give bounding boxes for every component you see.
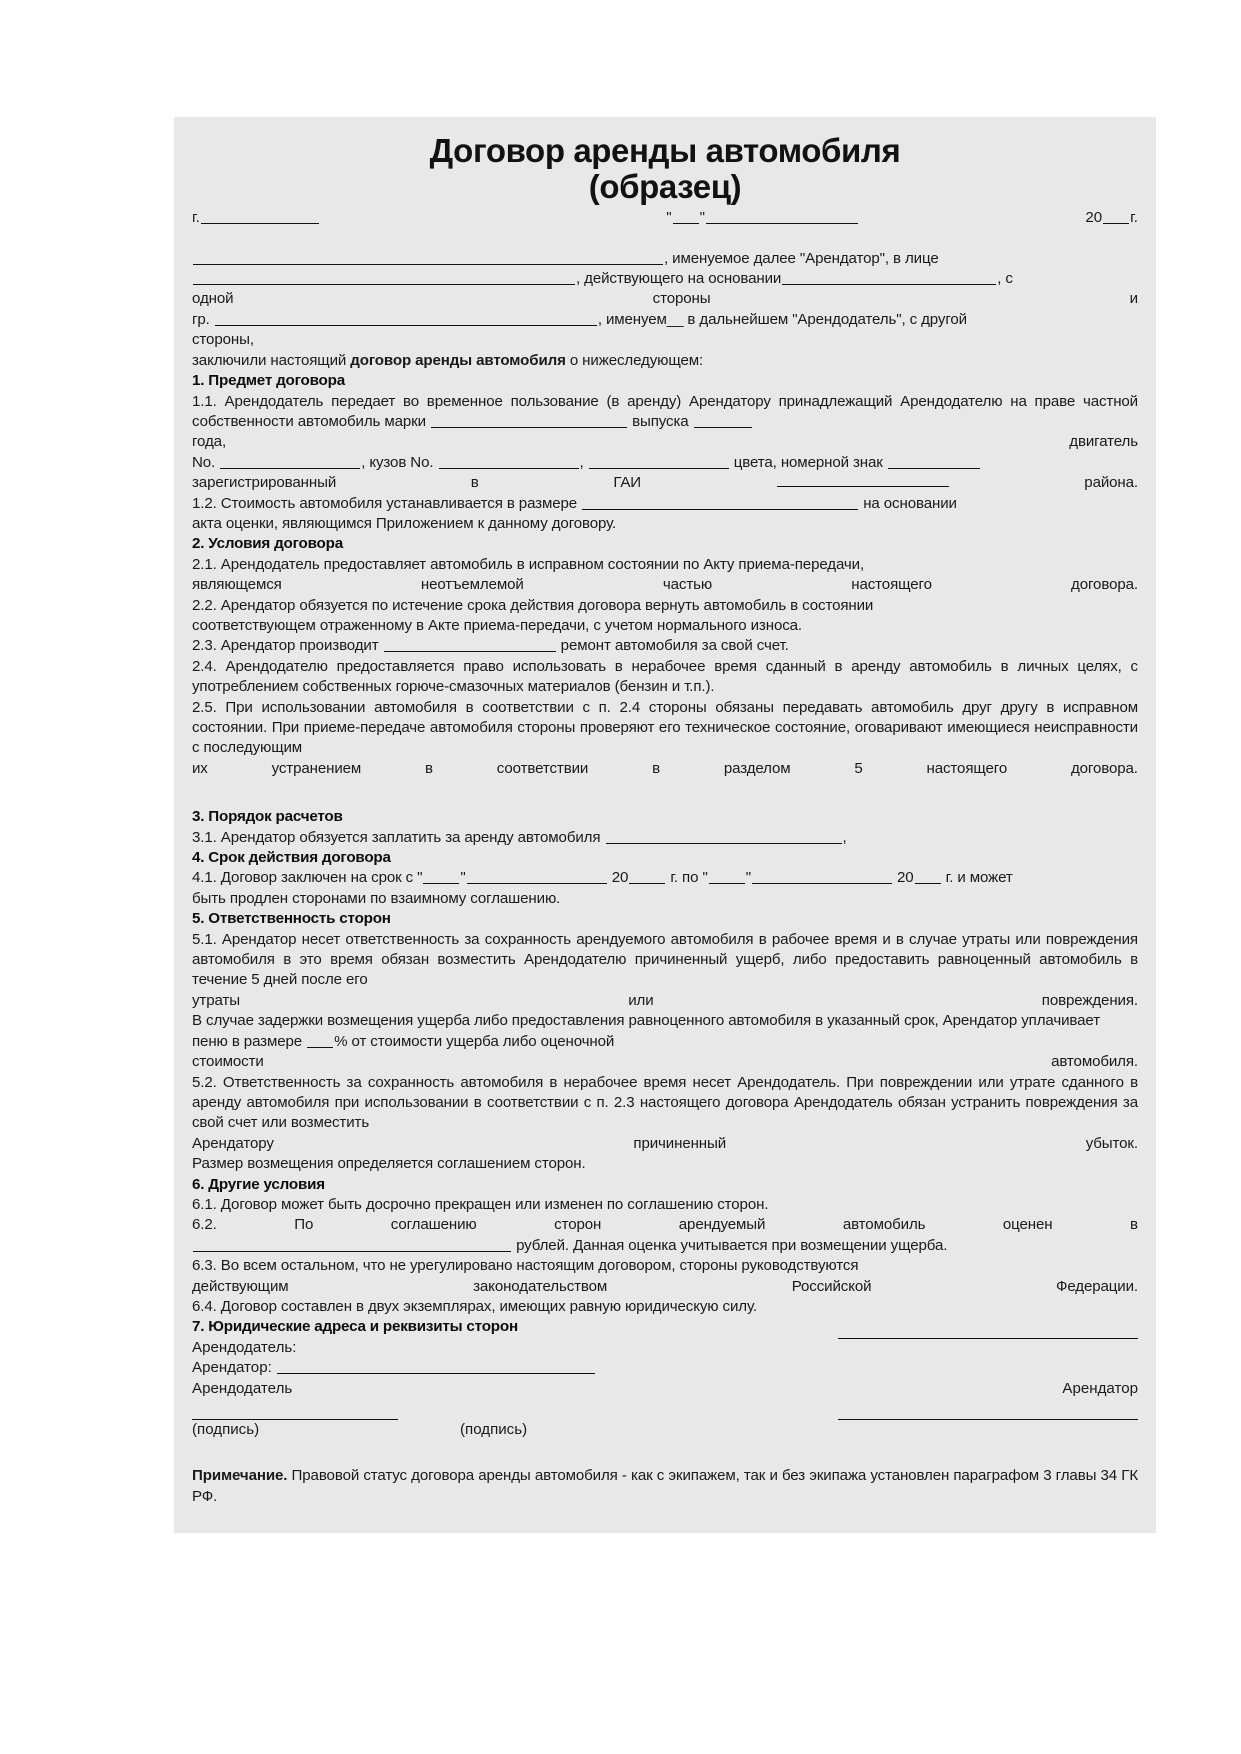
c25-w2: устранением (271, 759, 362, 777)
clause-6-3-line2 (192, 1277, 1138, 1297)
podpis-label-right: (подпись) (460, 1421, 528, 1438)
end-month-blank (752, 870, 892, 884)
clause-6-4: 6.4. Договор составлен в двух экземплярах, имеющих равную юридическую силу. (192, 1297, 757, 1315)
rent-amount-blank (606, 830, 842, 844)
c62-w5: арендуемый (678, 1216, 766, 1234)
clause-3-1: 3.1. Арендатор обязуется заплатить за аренду автомобиля , (192, 828, 847, 846)
clause-1-1-line3: No. , кузов No. , цвета, номерной знак (192, 453, 1138, 473)
c51-w2: или (628, 991, 654, 1009)
clause-6-2 (192, 1215, 1138, 1235)
page-title (192, 133, 1138, 204)
clause-1-1-dvigatel: двигатель (1069, 433, 1138, 451)
arendodatel-requisites-label: Арендодатель: (192, 1338, 297, 1356)
color-blank (589, 455, 729, 469)
clause-4-1-line2: быть продлен сторонами по взаимному соглашению. (192, 889, 561, 907)
page-title-line1: Договор аренды автомобиля (429, 132, 901, 169)
c21-w5: договора. (1071, 576, 1138, 594)
section-6-heading: 6. Другие условия (192, 1175, 325, 1193)
c52-w3: убыток. (1085, 1134, 1138, 1152)
c63-w3: Российской (791, 1277, 872, 1295)
section-7-heading: 7. Юридические адреса и реквизиты сторон (192, 1318, 518, 1336)
date-field: " " (666, 208, 859, 228)
section-1-heading: 1. Предмет договора (192, 372, 345, 390)
signatory-names-row (192, 1379, 1138, 1399)
clause-5-1-line4 (192, 1052, 1138, 1072)
c62-w3: соглашению (390, 1216, 477, 1234)
valuation-amount-blank (193, 1238, 511, 1252)
city-blank (201, 210, 319, 224)
c52-w2: причиненный (633, 1134, 727, 1152)
footer-note (192, 1466, 1138, 1507)
clause-5-1-line3: В случае задержки возмещения ущерба либо предоставления равноценного автомобиля в указанный срок, Арендатор уплачивает пеню в размере % от стоимости ущерба либо оценочной (192, 1012, 1100, 1050)
c25-w5: в (652, 759, 660, 777)
year-blank (1103, 210, 1129, 224)
day-blank (673, 210, 699, 224)
preamble-i: и (1129, 290, 1138, 308)
engine-no-blank (220, 455, 360, 469)
clause-2-2: 2.2. Арендатор обязуется по истечение срока действия договора вернуть автомобиль в состоянии (192, 596, 874, 614)
clause-1-1-goda: года, (192, 433, 227, 451)
start-month-blank (467, 870, 607, 884)
c25-w8: настоящего (926, 759, 1008, 777)
arendator-name-blank (193, 251, 663, 265)
c25-w4: соответствии (496, 759, 589, 777)
note-text: Правовой статус договора аренды автомобиля - как с экипажем, так и без экипажа установлен параграфом 3 главы 34 ГК РФ. (192, 1467, 1138, 1505)
gai-district-blank (777, 473, 949, 487)
document-page (174, 117, 1156, 1533)
repair-type-blank (384, 638, 556, 652)
body-no-blank (439, 455, 579, 469)
clause-5-1-line2 (192, 991, 1138, 1011)
start-day-blank (423, 870, 459, 884)
arendator-requisites-field: Арендатор: (192, 1358, 596, 1378)
end-year-blank (915, 870, 941, 884)
preamble-line-1: , именуемое далее "Арендатор", в лице (192, 249, 1138, 269)
arendator-person-blank (193, 271, 575, 285)
c21-w1: являющемся (192, 576, 282, 594)
spacer-after-date (192, 229, 1138, 249)
contract-name-bold: договор аренды автомобиля (350, 351, 566, 369)
penalty-percent-blank (307, 1034, 333, 1048)
clause-1-1: 1.1. Арендодатель передает во временное пользование (в аренду) Арендатору принадлежащий Арендодателю на праве частной собственности автомобиль марки выпуска (192, 392, 1138, 430)
c62-w2: По (294, 1216, 314, 1234)
clause-1-1-line2 (192, 432, 1138, 452)
clause-2-2-line2: соответствующем отраженному в Акте приема-передачи, с учетом нормального износа. (192, 616, 802, 634)
c62-w1: 6.2. (192, 1216, 217, 1234)
podpis-label-left: (подпись) (192, 1421, 260, 1438)
clause-2-1-line2 (192, 575, 1138, 595)
preamble-odnoy: одной (192, 290, 234, 308)
registered-word: зарегистрированный (192, 474, 337, 492)
clause-2-3: 2.3. Арендатор производит ремонт автомобиля за свой счет. (192, 637, 789, 655)
plate-blank (888, 455, 980, 469)
section-5-heading: 5. Ответственность сторон (192, 910, 391, 928)
clause-5-2: 5.2. Ответственность за сохранность автомобиля в нерабочее время несет Арендодатель. При повреждении или утрате сданного в аренду автомобиля при использовании в соответствии с п. 2.3 настоящего договора Арендодатель обязан устранить повреждения за свой счет или возместить (192, 1073, 1138, 1132)
year-field: 20 г. (1085, 209, 1138, 227)
requisites-spacer (838, 1358, 1138, 1378)
c25-w1: их (192, 759, 208, 777)
clause-5-1: 5.1. Арендатор несет ответственность за сохранность арендуемого автомобиля в рабочее время и в случае утраты или повреждения автомобиля в это время обязан возместить Арендодателю причиненный ущерб, либо предоставить равноценный автомобиль в течение 5 дней после его (192, 930, 1138, 989)
clause-2-5-line2 (192, 759, 1138, 779)
preamble-line-6: заключили настоящий договор аренды автомобиля о нижеследующем: (192, 351, 704, 369)
arendodatel-name-blank (215, 312, 597, 326)
osnovanie-blank (782, 271, 996, 285)
c51-w1: утраты (192, 991, 240, 1009)
spacer-before-signature-rules (192, 1399, 1138, 1419)
podpis-labels-row (192, 1420, 1138, 1440)
c21-w2: неотъемлемой (420, 576, 524, 594)
c63-w2: законодательством (473, 1277, 608, 1295)
c25-w3: в (425, 759, 433, 777)
c51b-w1: стоимости (192, 1053, 264, 1071)
car-brand-blank (431, 414, 627, 428)
month-blank (706, 210, 858, 224)
city-field: г. (192, 208, 320, 228)
c51b-w2: автомобиля. (1051, 1053, 1138, 1071)
clause-6-1: 6.1. Договор может быть досрочно прекращен или изменен по соглашению сторон. (192, 1195, 769, 1213)
c63-w4: Федерации. (1055, 1277, 1138, 1295)
car-year-blank (694, 414, 752, 428)
c25-w9: договора. (1070, 759, 1138, 777)
clause-2-1: 2.1. Арендодатель предоставляет автомобиль в исправном состоянии по Акту приема-передачи, (192, 555, 865, 573)
signature-rule-right (838, 1419, 1138, 1420)
arendator-requisites-row (192, 1358, 1138, 1378)
car-price-blank (582, 496, 858, 510)
clause-1-2: 1.2. Стоимость автомобиля устанавливается в размере на основании (192, 494, 957, 512)
arendator-requisites-blank (277, 1360, 595, 1374)
c25-w7: 5 (854, 759, 863, 777)
registered-gai: ГАИ (613, 474, 642, 492)
signature-block (192, 1338, 1138, 1441)
clause-5-2-line3: Размер возмещения определяется соглашением сторон. (192, 1155, 586, 1173)
c62-w6: автомобиль (842, 1216, 926, 1234)
clause-1-1-line4 (192, 473, 1138, 493)
start-year-blank (629, 870, 665, 884)
arendodatel-requisites-rule (838, 1338, 1138, 1339)
clause-6-3: 6.3. Во всем остальном, что не урегулировано настоящим договором, стороны руководствуются (192, 1257, 859, 1275)
registered-v: в (470, 474, 479, 492)
clause-4-1: 4.1. Договор заключен на срок с " " 20 г. по " " 20 г. и может (192, 869, 1013, 887)
preamble-line-4: гр. , именуем__ в дальнейшем "Арендодатель", с другой (192, 310, 967, 328)
signatory-arendodatel: Арендодатель (192, 1379, 293, 1397)
clause-2-5: 2.5. При использовании автомобиля в соответствии с п. 2.4 стороны обязаны передавать автомобиль друг другу в исправном состоянии. При приеме-передаче автомобиля стороны проверяют его техническое состояние, оговаривают имеющиеся неисправности с последующим (192, 698, 1138, 757)
clause-2-4: 2.4. Арендодателю предоставляется право использовать в нерабочее время сданный в аренду автомобиль в личных целях, с употреблением собственных горюче-смазочных материалов (бензин и т.п.). (192, 657, 1138, 696)
c21-w3: частью (662, 576, 713, 594)
note-label: Примечание. (192, 1467, 288, 1485)
clause-1-2-line2: акта оценки, являющимся Приложением к данному договору. (192, 514, 617, 532)
c62-w4: сторон (554, 1216, 602, 1234)
section-3-heading: 3. Порядок расчетов (192, 808, 343, 826)
section-4-heading: 4. Срок действия договора (192, 849, 391, 867)
c25-w6: разделом (723, 759, 791, 777)
clause-5-2-line2 (192, 1134, 1138, 1154)
clause-6-2-line2: рублей. Данная оценка учитывается при возмещении ущерба. (192, 1236, 1138, 1256)
end-day-blank (709, 870, 745, 884)
registered-rayona: района. (1084, 474, 1138, 492)
page-title-line2: (образец) (588, 167, 742, 205)
city-date-line (192, 206, 1138, 228)
c52-w1: Арендатору (192, 1134, 274, 1152)
c63-w1: действующим (192, 1277, 289, 1295)
preamble-storony: стороны (652, 290, 711, 308)
signatory-arendator: Арендатор (1062, 1379, 1138, 1397)
c21-w4: настоящего (851, 576, 932, 594)
preamble-line-5: стороны, (192, 331, 254, 349)
c51-w3: повреждения. (1041, 991, 1138, 1009)
section-2-heading: 2. Условия договора (192, 535, 343, 553)
preamble-line-3 (192, 289, 1138, 309)
c62-w8: в (1130, 1216, 1138, 1234)
arendodatel-requisites-row (192, 1338, 1138, 1358)
spacer-before-section-3 (192, 779, 1138, 807)
preamble-line-2: , действующего на основании , с (192, 269, 1138, 289)
c62-w7: оценен (1002, 1216, 1053, 1234)
